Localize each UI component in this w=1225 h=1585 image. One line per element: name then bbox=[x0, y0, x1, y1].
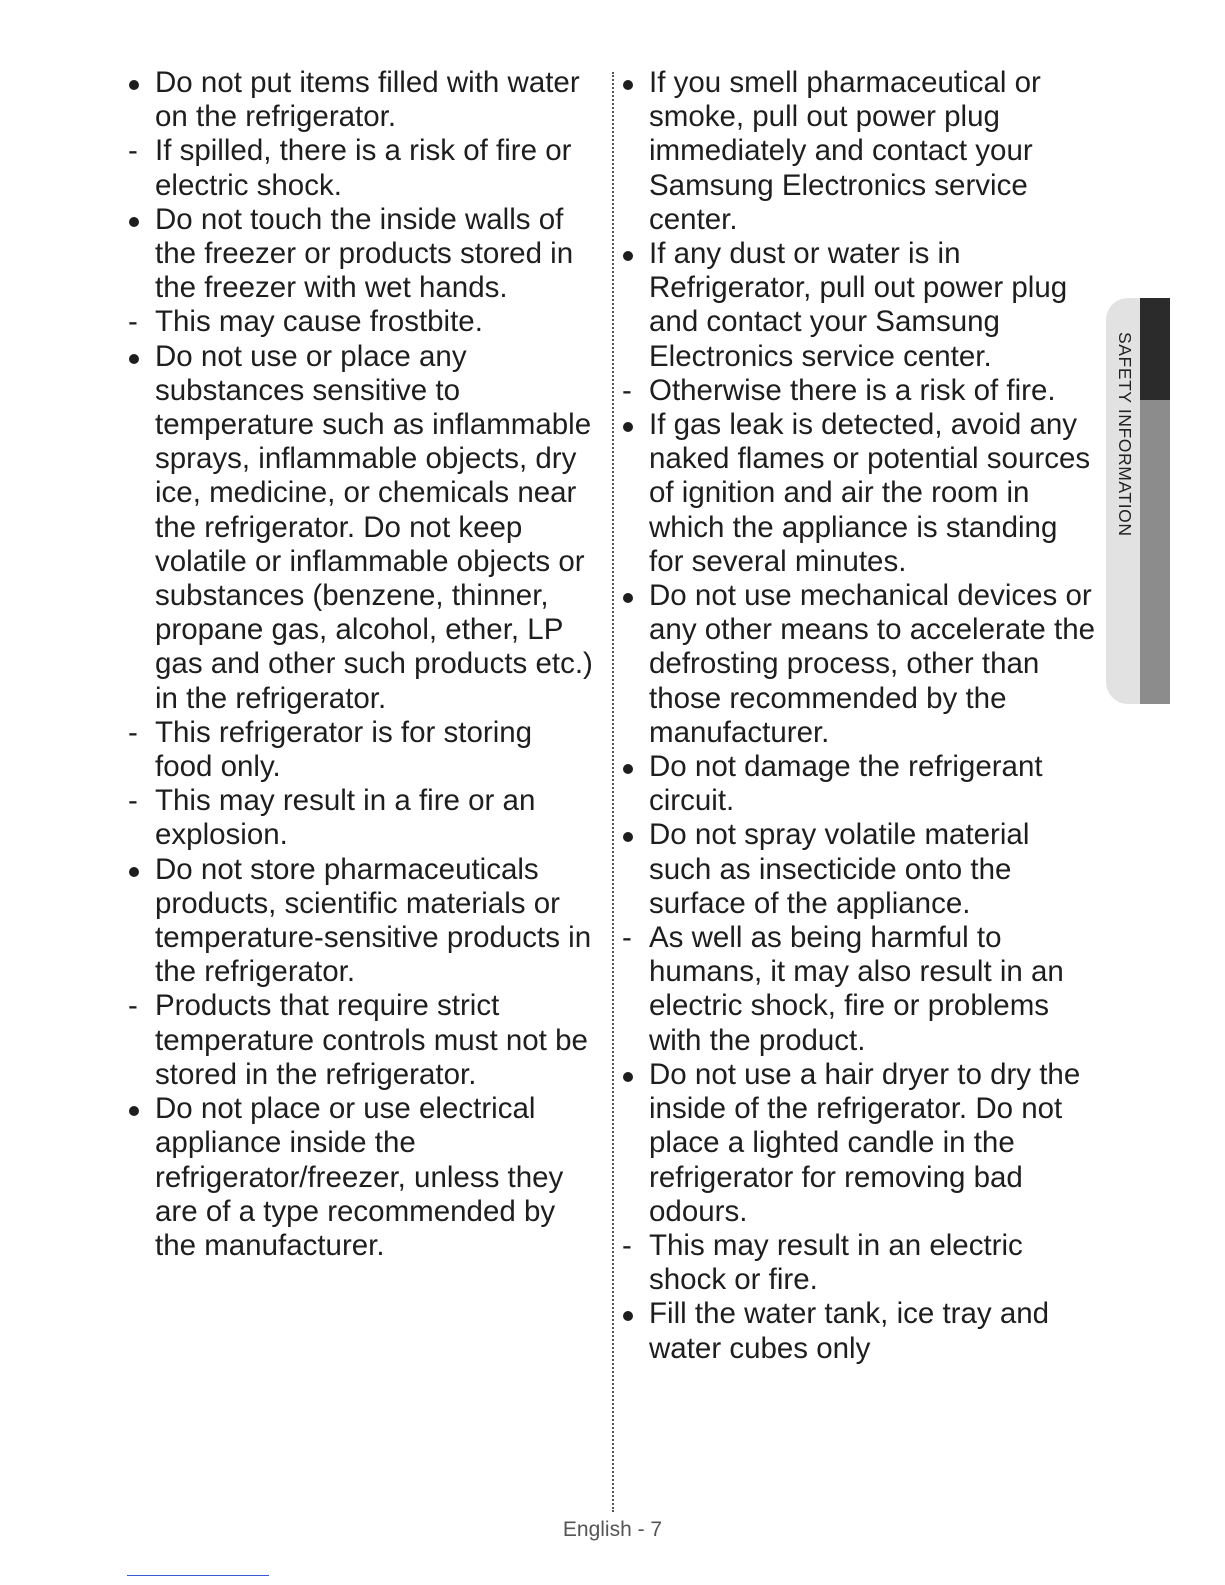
item-text: Do not damage the refrigerant circuit. bbox=[649, 750, 1043, 818]
item-text: Do not put items filled with water on the refrigerator. bbox=[155, 66, 580, 134]
item-text: As well as being harmful to humans, it may also result in an electric shock, fire or problems with the product. bbox=[649, 921, 1064, 1057]
dash-note bbox=[620, 1229, 1098, 1297]
item-text: Do not use mechanical devices or any other means to accelerate the defrosting process, other than those recommended by the manufacturer. bbox=[649, 579, 1096, 749]
dash-note bbox=[126, 989, 596, 1092]
dash-note bbox=[126, 134, 596, 202]
bullet-item bbox=[620, 1297, 1098, 1365]
dash-marker: - bbox=[622, 921, 632, 955]
dash-marker: - bbox=[128, 305, 138, 339]
item-text: Do not store pharmaceuticals products, scientific materials or temperature-sensitive products in the refrigerator. bbox=[155, 852, 592, 989]
dash-marker: - bbox=[128, 134, 138, 168]
page-number: English - 7 bbox=[562, 1518, 663, 1541]
side-tab-dark-bar bbox=[1140, 298, 1170, 400]
bullet-item bbox=[620, 750, 1098, 818]
dash-note bbox=[126, 305, 596, 339]
item-text: This may result in a fire or an explosion. bbox=[155, 784, 536, 852]
item-text: Products that require strict temperature controls must not be stored in the refrigerator. bbox=[155, 989, 588, 1091]
bullet-item bbox=[620, 237, 1098, 374]
dash-marker: - bbox=[128, 784, 138, 818]
bullet-item bbox=[126, 340, 596, 716]
bullet-item bbox=[126, 66, 596, 134]
left-column bbox=[126, 66, 596, 1263]
dash-marker: - bbox=[622, 1228, 632, 1262]
side-tab-grey-bar bbox=[1140, 400, 1170, 704]
bullet-item bbox=[620, 579, 1098, 750]
item-text: If spilled, there is a risk of fire or electric shock. bbox=[155, 134, 572, 202]
bullet-item bbox=[620, 1058, 1098, 1229]
right-column bbox=[620, 66, 1098, 1366]
item-text: If gas leak is detected, avoid any naked flames or potential sources of ignition and air the room in which the appliance is standing for several minutes. bbox=[649, 408, 1091, 578]
bullet-item bbox=[620, 66, 1098, 237]
dash-marker: - bbox=[128, 989, 138, 1023]
item-text: If you smell pharmaceutical or smoke, pull out power plug immediately and contact your Samsung Electronics service center. bbox=[649, 66, 1041, 236]
dash-note bbox=[620, 374, 1098, 408]
item-text: Otherwise there is a risk of fire. bbox=[649, 373, 1056, 407]
item-text: This refrigerator is for storing food only. bbox=[155, 715, 533, 784]
item-text: This may cause frostbite. bbox=[155, 305, 483, 339]
dash-note bbox=[620, 921, 1098, 1058]
dash-marker: - bbox=[128, 715, 138, 749]
item-text: Do not spray volatile material such as insecticide onto the surface of the appliance. bbox=[649, 818, 1030, 920]
bullet-item bbox=[126, 203, 596, 306]
item-text: Do not place or use electrical appliance inside the refrigerator/freezer, unless they are of a type recommended by the manufacturer. bbox=[155, 1092, 564, 1262]
column-divider bbox=[612, 72, 614, 1512]
bullet-item bbox=[126, 853, 596, 990]
footer-rule bbox=[127, 1575, 269, 1576]
bullet-item bbox=[620, 818, 1098, 921]
dash-note bbox=[126, 784, 596, 852]
item-text: Fill the water tank, ice tray and water cubes only bbox=[649, 1297, 1050, 1365]
bullet-item bbox=[126, 1092, 596, 1263]
item-text: If any dust or water is in Refrigerator, pull out power plug and contact your Samsung Electronics service center. bbox=[649, 237, 1068, 373]
dash-note bbox=[126, 716, 596, 784]
bullet-item bbox=[620, 408, 1098, 579]
section-side-tab bbox=[1106, 298, 1170, 704]
side-tab-label: SAFETY INFORMATION bbox=[1115, 332, 1135, 537]
item-text: Do not touch the inside walls of the freezer or products stored in the freezer with wet hands. bbox=[155, 202, 574, 305]
item-text: Do not use a hair dryer to dry the inside of the refrigerator. Do not place a lighted candle in the refrigerator for removing bad odours. bbox=[649, 1057, 1081, 1228]
item-text: This may result in an electric shock or fire. bbox=[649, 1228, 1023, 1297]
item-text: Do not use or place any substances sensitive to temperature such as inflammable sprays, inflammable objects, dry ice, medicine, or chemicals near the refrigerator. Do not keep volatile or inflammable objects or substances (benzene, thinner, propane gas, alcohol, ether, LP gas and other such products etc.) in the refrigerator. bbox=[155, 339, 593, 715]
dash-marker: - bbox=[622, 373, 632, 407]
